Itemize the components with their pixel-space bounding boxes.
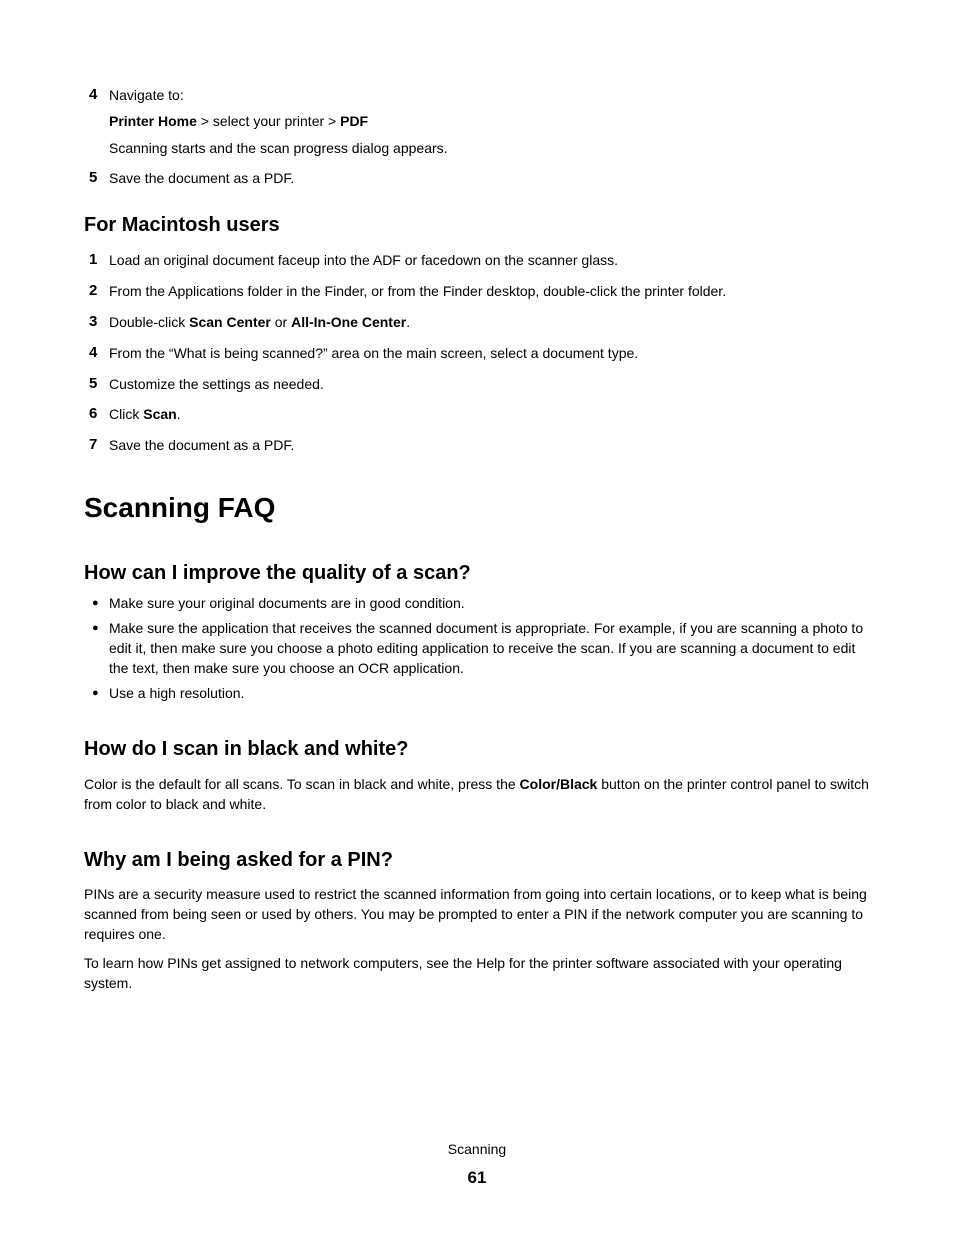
step-note: Scanning starts and the scan progress dialog appears.: [109, 140, 448, 156]
navigation-path: [109, 113, 368, 129]
step-number: 5: [89, 169, 98, 186]
step-number: 2: [89, 282, 98, 299]
faq-question-pin: Why am I being asked for a PIN?: [84, 849, 393, 871]
step-text: Click Scan.: [109, 406, 181, 422]
path-pdf: PDF: [340, 113, 369, 129]
section-heading-mac: For Macintosh users: [84, 214, 280, 236]
step-number: 4: [89, 344, 98, 361]
path-printer-home: Printer Home: [109, 113, 197, 129]
step-text: Navigate to:: [109, 87, 184, 103]
step-text: Double-click Scan Center or All-In-One Center.: [109, 314, 411, 330]
faq-answer-pin: PINs are a security measure used to restrict the scanned information from going into certain locations, or to keep what is being scanned from being seen or used by others. You may be prompted to enter a PIN if the network computer you are scanning to requires one.: [84, 886, 867, 942]
step-text: Load an original document faceup into the ADF or facedown on the scanner glass.: [109, 252, 618, 268]
faq-answer-pin-more: To learn how PINs get assigned to network computers, see the Help for the printer software associated with your operating system.: [84, 955, 842, 991]
faq-question-quality: How can I improve the quality of a scan?: [84, 562, 471, 584]
bullet-text: Use a high resolution.: [109, 685, 245, 701]
scan-center-label: Scan Center: [189, 314, 271, 330]
step-number: 7: [89, 436, 98, 453]
faq-question-black-white: How do I scan in black and white?: [84, 738, 409, 760]
step-number: 6: [89, 405, 98, 422]
bullet-icon: ●: [92, 687, 99, 699]
step-text: Save the document as a PDF.: [109, 437, 295, 453]
scan-label: Scan: [143, 406, 177, 422]
step-text: Customize the settings as needed.: [109, 376, 324, 392]
step-text: From the Applications folder in the Finder, or from the Finder desktop, double-click the printer folder.: [109, 283, 727, 299]
step-text: Save the document as a PDF.: [109, 170, 295, 186]
bullet-icon: ●: [92, 597, 99, 609]
all-in-one-center-label: All-In-One Center: [291, 314, 407, 330]
step-number: 5: [89, 375, 98, 392]
step-number: 4: [89, 86, 98, 103]
step-number: 3: [89, 313, 98, 330]
bullet-icon: ●: [92, 622, 99, 634]
step-text: From the “What is being scanned?” area on the main screen, select a document type.: [109, 345, 639, 361]
step-number: 1: [89, 251, 98, 268]
page-number: 61: [467, 1168, 487, 1187]
faq-answer-black-white: Color is the default for all scans. To scan in black and white, press the Color/Black button on the printer control panel to switch from color to black and white.: [84, 776, 869, 812]
bullet-text: Make sure the application that receives the scanned document is appropriate. For example, if you are scanning a photo to edit it, then make sure you choose a photo editing application to receive the scan. If you are scanning a document to edit the text, then make sure you choose an OCR application.: [109, 620, 864, 676]
bullet-text: Make sure your original documents are in good condition.: [109, 595, 465, 611]
path-separator: > select your printer >: [196, 113, 341, 129]
footer-section: Scanning: [447, 1141, 507, 1157]
color-black-button-label: Color/Black: [519, 776, 598, 792]
page-title: Scanning FAQ: [84, 492, 276, 523]
